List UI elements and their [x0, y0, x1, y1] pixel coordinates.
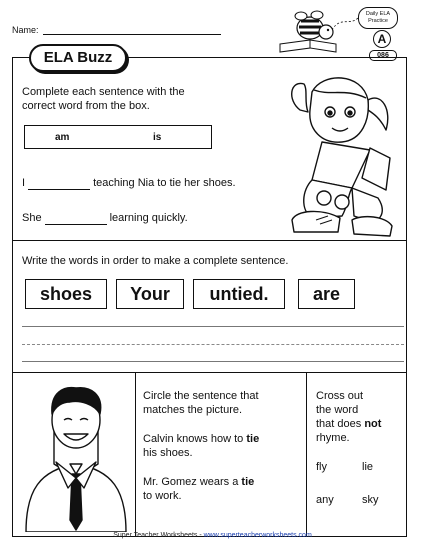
bee-reading-illustration [270, 8, 360, 54]
girl-tying-shoes-illustration [282, 70, 404, 240]
word-tile[interactable]: untied. [193, 279, 285, 309]
section3-instructions-line1: Circle the sentence that [143, 390, 259, 402]
option-1-end: his shoes. [143, 447, 193, 459]
section3-instructions-line2: matches the picture. [143, 404, 243, 416]
section4-instructions [316, 389, 381, 445]
word-bank [24, 125, 212, 149]
section4-line2: the word [316, 404, 359, 416]
footer-text: Super Teacher Worksheets - [113, 532, 204, 539]
sentence-1-end: teaching Nia to tie her shoes. [93, 177, 236, 189]
sentence-2-start: She [22, 212, 42, 224]
section1-instructions [22, 85, 185, 113]
option-1-bold: tie [246, 433, 260, 445]
sentence-1-blank[interactable] [28, 178, 90, 190]
writing-line-middle [22, 344, 404, 345]
footer [0, 532, 425, 539]
sentence-option-2[interactable] [143, 475, 299, 503]
section-divider-1 [12, 240, 407, 241]
section-divider-3 [135, 372, 136, 537]
rhyme-word[interactable]: fly [316, 461, 327, 473]
page-title: ELA Buzz [29, 44, 127, 72]
section-divider-2 [12, 372, 407, 373]
daily-practice-badge [358, 7, 398, 29]
section1-instructions-line2: correct word from the box. [22, 100, 150, 112]
name-field [12, 25, 221, 35]
option-2-end: to work. [143, 490, 182, 502]
rhyme-word[interactable]: any [316, 494, 334, 506]
writing-line-top [22, 326, 404, 327]
option-1-text: Calvin knows how to [143, 433, 244, 445]
section4-line1: Cross out [316, 390, 364, 402]
sentence-option-1[interactable] [143, 432, 299, 460]
badge-line-1: Daily ELA [365, 11, 391, 17]
section1-instructions-line1: Complete each sentence with the [22, 86, 185, 98]
option-2-bold: tie [241, 476, 255, 488]
sentence-2 [22, 211, 188, 225]
word-bank-word: is [153, 132, 162, 143]
badge-line-2: Practice [368, 18, 388, 24]
name-label: Name: [12, 25, 39, 35]
writing-line-bottom [22, 361, 404, 362]
footer-link[interactable]: www.superteacherworksheets.com [203, 532, 312, 539]
sentence-1-start: I [22, 177, 26, 189]
section3-instructions [143, 389, 259, 417]
sentence-2-blank[interactable] [45, 213, 107, 225]
section4-line4: rhyme. [316, 432, 350, 444]
rhyme-word[interactable]: sky [362, 494, 379, 506]
sheet-number: 086 [369, 50, 397, 61]
section4-line3-bold: not [364, 418, 382, 430]
option-2-text: Mr. Gomez wears a [143, 476, 239, 488]
level-badge: A [373, 30, 391, 48]
word-bank-word: am [55, 132, 70, 143]
sentence-2-end: learning quickly. [109, 212, 188, 224]
word-tile[interactable]: Your [116, 279, 184, 309]
rhyme-word[interactable]: lie [362, 461, 374, 473]
section-divider-4 [306, 372, 307, 537]
word-tile[interactable]: shoes [25, 279, 107, 309]
section4-line3 [316, 417, 381, 431]
section2-instructions: Write the words in order to make a complete sentence. [22, 255, 289, 267]
sentence-1 [22, 176, 236, 190]
name-blank[interactable] [43, 25, 221, 35]
section4-line3-text: that does [316, 418, 362, 430]
man-with-tie-illustration [20, 380, 132, 532]
word-tile[interactable]: are [298, 279, 355, 309]
